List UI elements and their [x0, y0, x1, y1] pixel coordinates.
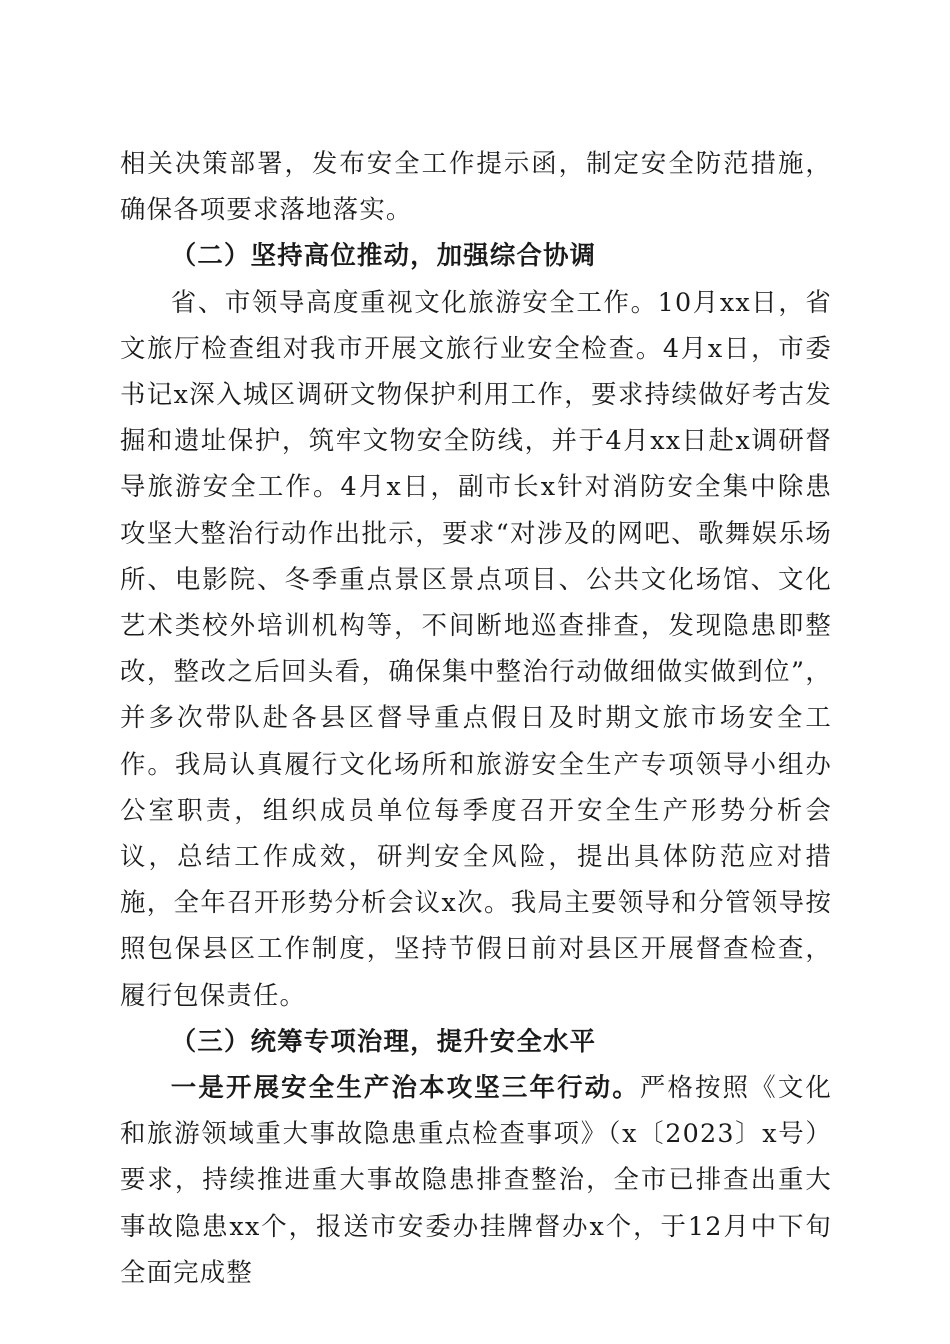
document-body: [120, 140, 832, 1295]
paragraph-continuation: 相关决策部署，发布安全工作提示函，制定安全防范措施，确保各项要求落地落实。: [120, 148, 832, 225]
section-heading-2: （二）坚持高位推动，加强综合协调: [170, 240, 597, 271]
paragraph-leadership: 省、市领导高度重视文化旅游安全工作。10月xx日，省文旅厅检查组对我市开展文旅行业安全检查。4月x日，市委书记x深入城区调研文物保护利用工作，要求持续做好考古发掘和遗址保护，筑牢文物安全防线，并于4月xx日赴x调研督导旅游安全工作。4月x日，副市长x针对消防安全集中除患攻坚大整治行动作出批示，要求“对涉及的网吧、歌舞娱乐场所、电影院、冬季重点景区景点项目、公共文化场馆、文化艺术类校外培训机构等，不间断地巡查排查，发现隐患即整改，整改之后回头看，确保集中整治行动做细做实做到位”，并多次带队赴各县区督导重点假日及时期文旅市场安全工作。我局认真履行文化场所和旅游安全生产专项领导小组办公室职责，组织成员单位每季度召开安全生产形势分析会议，总结工作成效，研判安全风险，提出具体防范应对措施，全年召开形势分析会议x次。我局主要领导和分管领导按照包保县区工作制度，坚持节假日前对县区开展督查检查，履行包保责任。: [120, 286, 832, 1010]
paragraph-body-text: 严格按照《文化和旅游领域重大事故隐患重点检查事项》（x〔2023〕x号）要求，持续推进重大事故隐患排查整治，全市已排查出重大事故隐患xx个，报送市安委办挂牌督办x个，于12月中下旬全面完成整: [120, 1072, 832, 1287]
paragraph-lead-phrase: 一是开展安全生产治本攻坚三年行动。: [170, 1072, 640, 1103]
section-heading-3: （三）统筹专项治理，提升安全水平: [170, 1025, 597, 1056]
paragraph-special-governance: [120, 1064, 832, 1295]
